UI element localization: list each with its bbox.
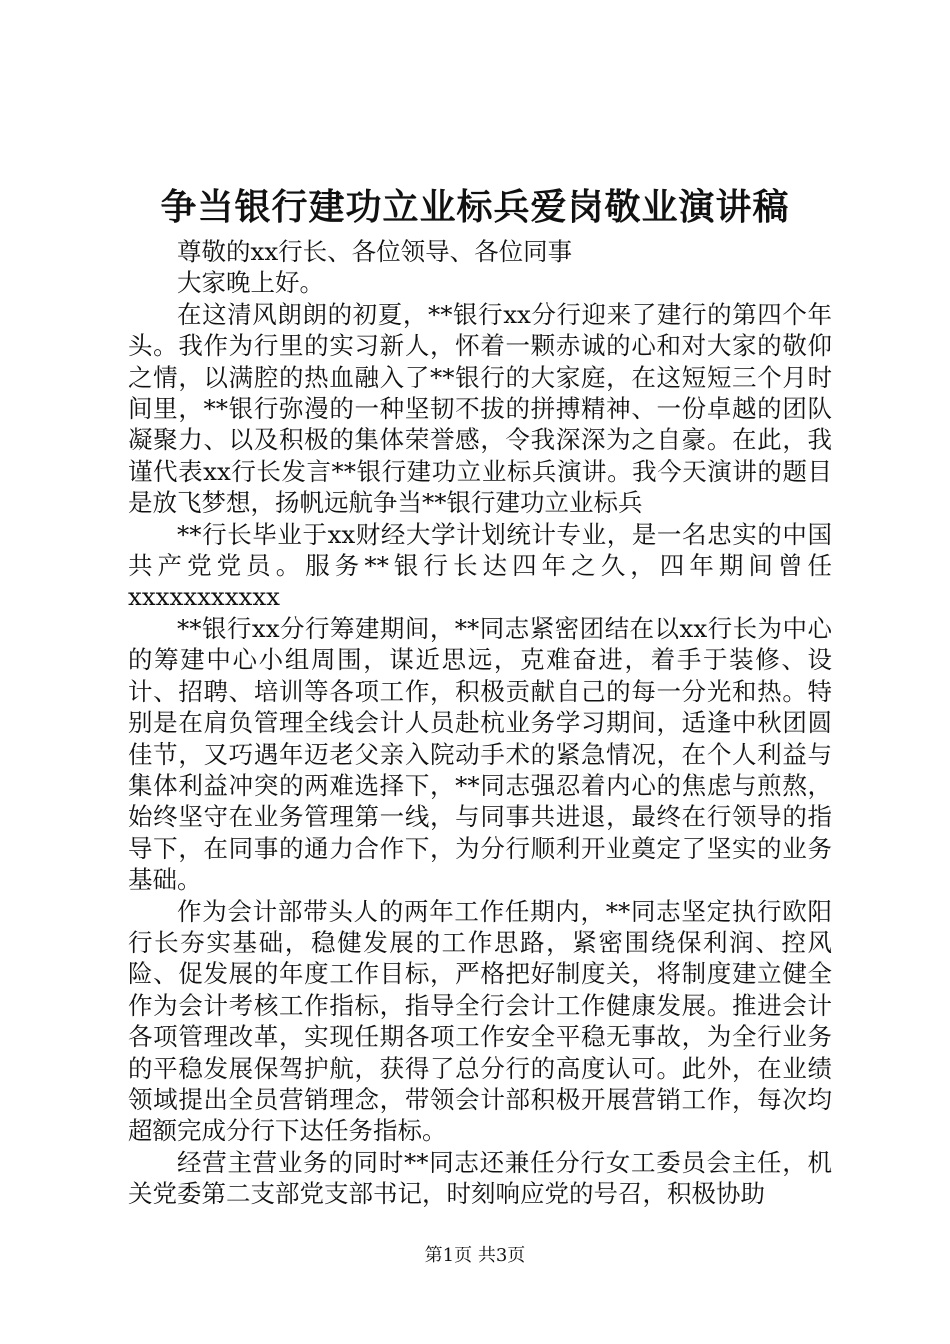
body-paragraph: 作为会计部带头人的两年工作任期内，**同志坚定执行欧阳行长夯实基础，稳健发展的工作思路，紧密围绕保利润、控风险、促发展的年度工作目标，严格把好制度关，将制度建立健全作为会计考核工作指标，指导全行会计工作健康发展。推进会计各项管理改革，实现任期各项工作安全平稳无事故，为全行业务的平稳发展保驾护航，获得了总分行的高度认可。此外，在业绩领域提出全员营销理念，带领会计部积极开展营销工作，每次均超额完成分行下达任务指标。 (128, 896, 832, 1146)
document-title: 争当银行建功立业标兵爱岗敬业演讲稿 (160, 186, 790, 228)
body-paragraph: **行长毕业于xx财经大学计划统计专业，是一名忠实的中国共产党党员。服务**银行长达四年之久，四年期间曾任xxxxxxxxxxx (128, 519, 832, 612)
page-footer: 第1页 共3页 (424, 1245, 526, 1266)
body-paragraph: **银行xx分行筹建期间，**同志紧密团结在以xx行长为中心的筹建中心小组周围，谋近思远，克难奋进，着手于装修、设计、招聘、培训等各项工作，积极贡献自己的每一分光和热。特别是在肩负管理全线会计人员赴杭业务学习期间，适逢中秋团圆佳节，又巧遇年迈老父亲入院动手术的紧急情况，在个人利益与集体利益冲突的两难选择下，**同志强忍着内心的焦虑与煎熬，始终坚守在业务管理第一线，与同事共进退，最终在行领导的指导下，在同事的通力合作下，为分行顺利开业奠定了坚实的业务基础。 (128, 613, 832, 895)
salutation-paragraph: 尊敬的xx行长、各位领导、各位同事 (177, 237, 573, 266)
greeting-paragraph: 大家晚上好。 (177, 268, 324, 298)
document-body (128, 236, 832, 1210)
body-paragraph: 在这清风朗朗的初夏，**银行xx分行迎来了建行的第四个年头。我作为行里的实习新人，怀着一颗赤诚的心和对大家的敬仰之情，以满腔的热血融入了**银行的大家庭，在这短短三个月时间里，**银行弥漫的一种坚韧不拔的拼搏精神、一份卓越的团队凝聚力、以及积极的集体荣誉感，令我深深为之自豪。在此，我谨代表xx行长发言**银行建功立业标兵演讲。我今天演讲的题目是放飞梦想，扬帆远航争当**银行建功立业标兵 (128, 299, 832, 518)
body-paragraph: 经营主营业务的同时**同志还兼任分行女工委员会主任，机关党委第二支部党支部书记，时刻响应党的号召，积极协助 (128, 1147, 832, 1209)
